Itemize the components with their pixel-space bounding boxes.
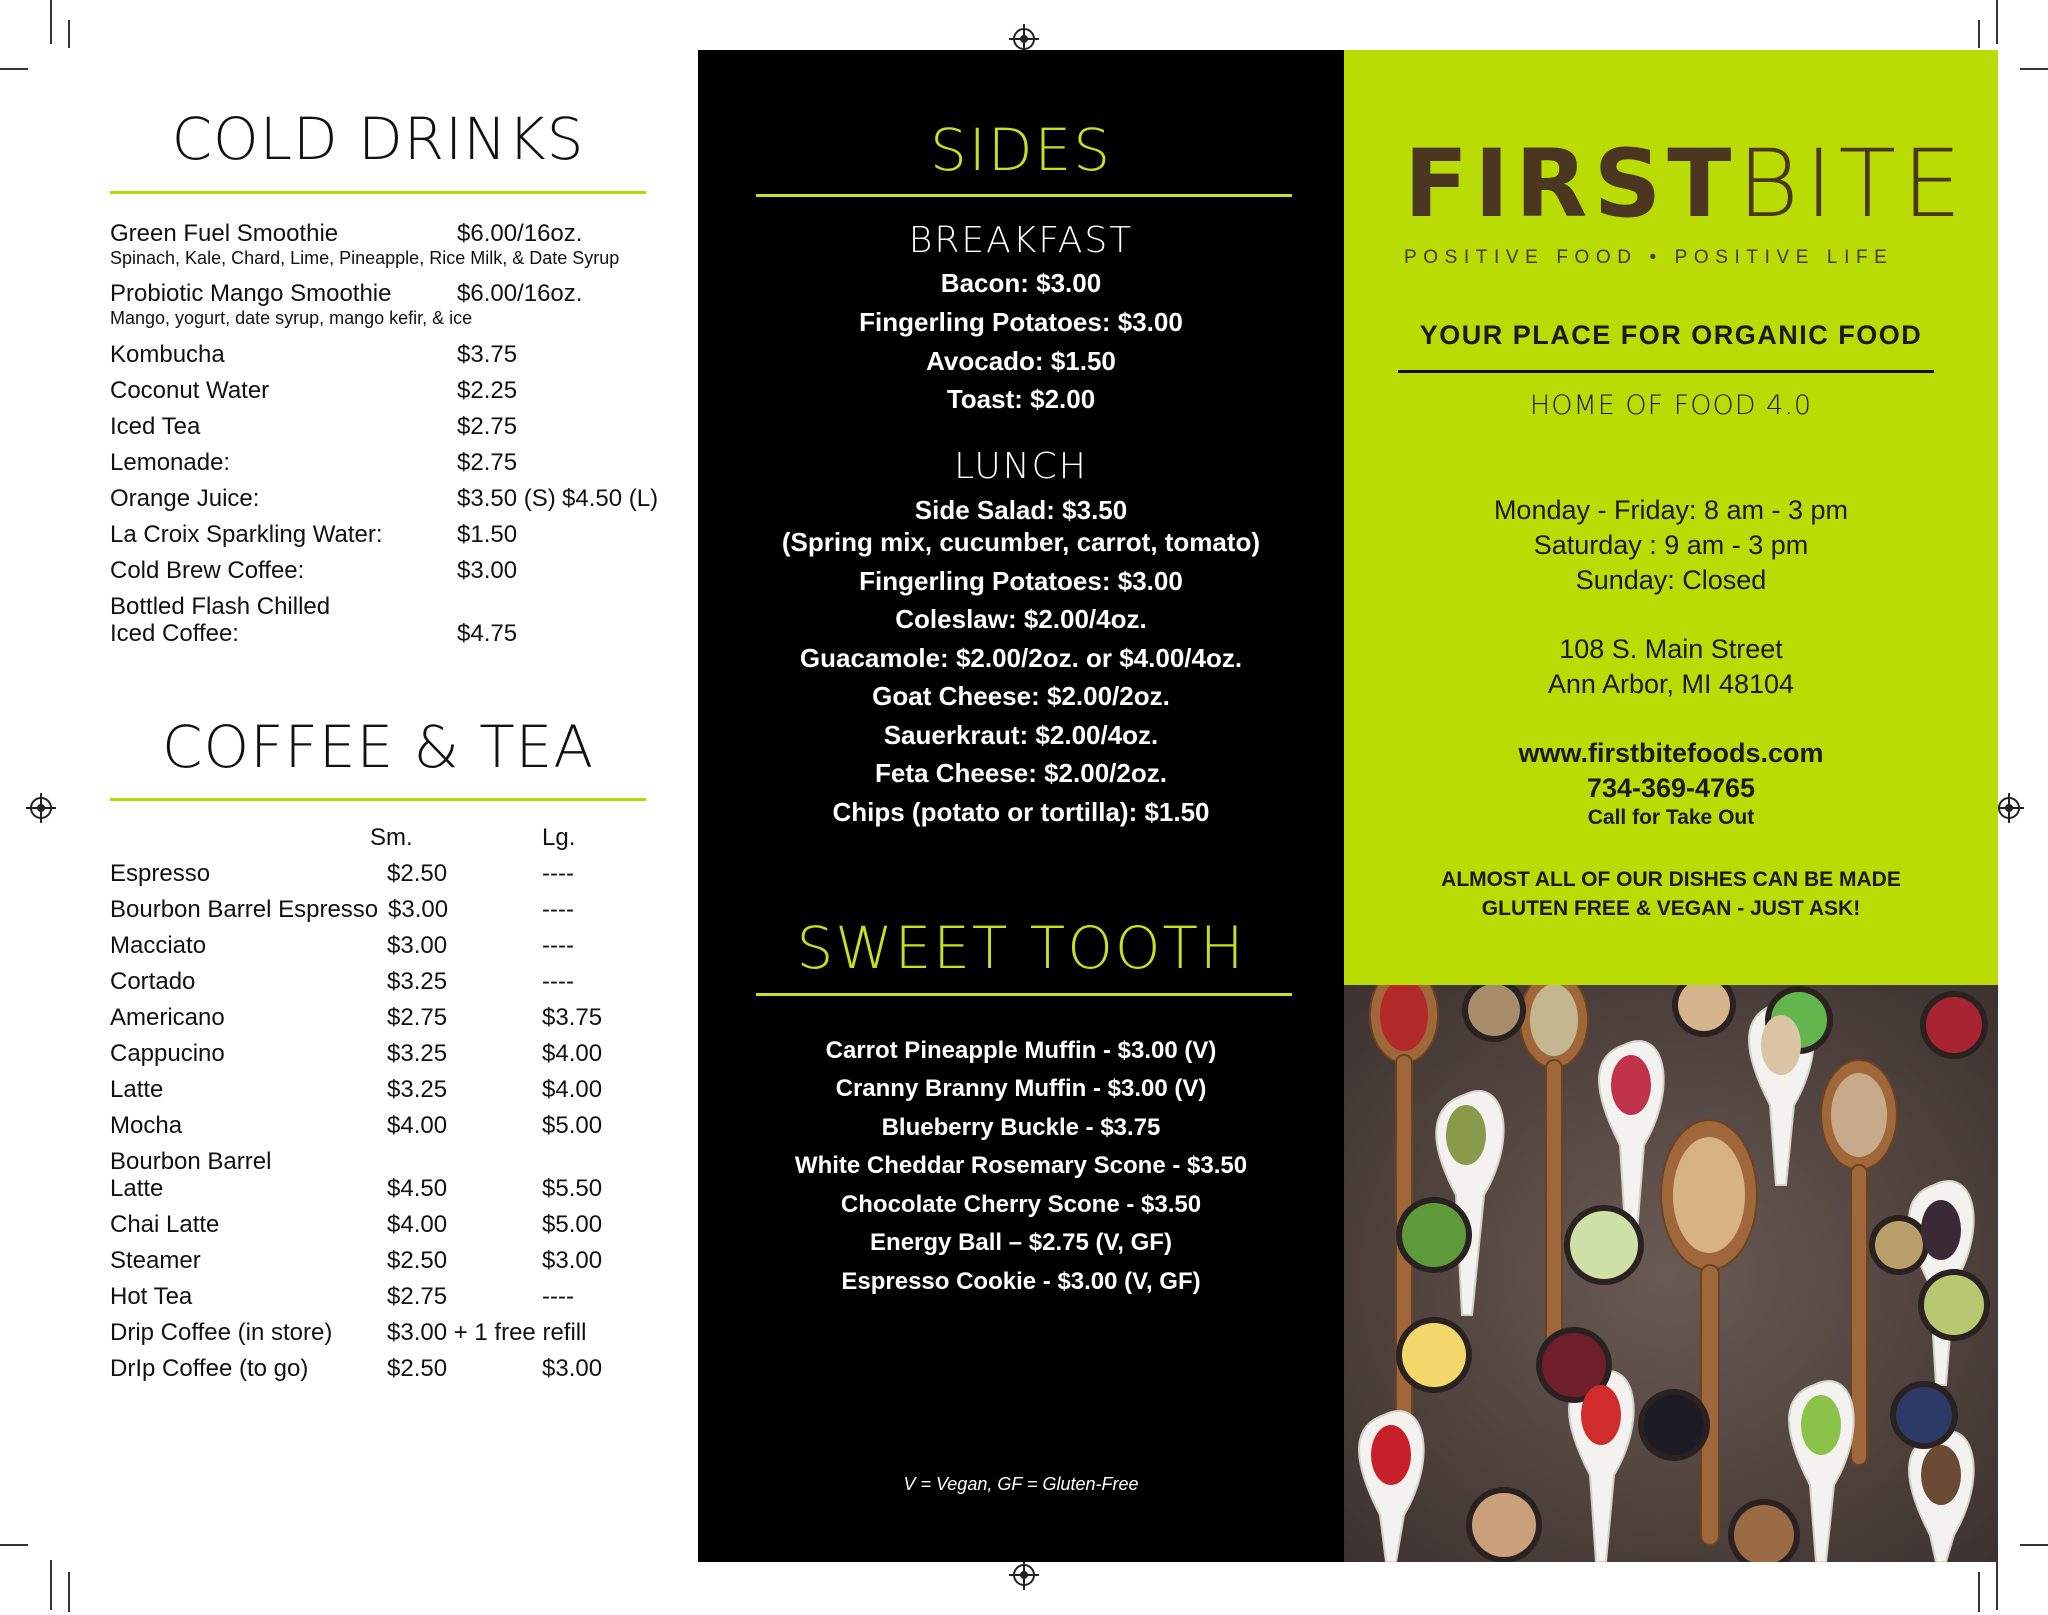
list-item: Espresso Cookie - $3.00 (V, GF): [841, 1268, 1201, 1295]
website-link[interactable]: www.firstbitefoods.com: [1518, 738, 1824, 768]
cold-drinks-rule: [110, 191, 646, 194]
sweet-tooth-title: SWEET TOOTH: [796, 914, 1246, 982]
list-item: Sauerkraut: $2.00/4oz.: [883, 720, 1159, 750]
dietary-note: GLUTEN FREE & VEGAN - JUST ASK!: [1481, 897, 1861, 920]
list-item: Chips (potato or tortilla): $1.50: [832, 797, 1210, 827]
crop-mark: [1996, 1560, 1998, 1610]
list-item: Energy Ball – $2.75 (V, GF): [870, 1229, 1172, 1256]
diet-legend: V = Vegan, GF = Gluten-Free: [903, 1474, 1139, 1494]
list-item: Fingerling Potatoes: $3.00: [859, 566, 1183, 596]
address-line: 108 S. Main Street: [1559, 634, 1783, 664]
left-panel: COLD DRINKS Green Fuel Smoothie $6.00/16oz. Spinach, Kale, Chard, Lime, Pineapple, Rice Milk, & Date Syrup Probiotic Mango Smoothie $6.00/16oz. Mango, yogurt, date syrup, mango kefir, & ice Kombucha $3.75 Coconut Water $2.25 Iced Tea $2.75 Lemonade: $2.75 Orange Juice: $3.50 (S) $4.50 (L) La Croix Sparkling Water: $1.50 Cold Brew Coffee: $3.00 Bottled Flash Chilled Iced Coffee: $4.75 COFFEE & TEA Sm. Lg. Espresso $2.50 ---- Bourbon Barrel Espresso $3.00 ---- Macciato $3.00 ---- Cortado $3.25 ---- Americano $2.75 $3.75 Cappucino $3.25 $4.00 Latte $3.25 $4.00 Mocha $4.00 $5.00 Bourbon Barrel Latte $4.50 $5.50 Chai Latte $4.00 $5.00 Steamer $2.50 $3.00 Hot Tea $2.75 ---- Drip Coffee (in store) $3.00 + 1 free refill DrIp Coffee (to go) $2.50 $3.00: [110, 105, 659, 1382]
brand-tagline: POSITIVE FOOD • POSITIVE LIFE: [1404, 247, 1894, 268]
crop-mark: [1978, 20, 1980, 48]
registration-mark: [1013, 28, 1035, 50]
address-line: Ann Arbor, MI 48104: [1547, 669, 1795, 699]
list-item: Guacamole: $2.00/2oz. or $4.00/4oz.: [799, 643, 1243, 673]
list-item: (Spring mix, cucumber, carrot, tomato): [781, 527, 1261, 557]
cold-drinks-title: COLD DRINKS: [171, 105, 585, 173]
list-item: Bacon: $3.00: [940, 268, 1102, 298]
crop-mark: [1996, 0, 1998, 44]
sides-rule: [756, 194, 1292, 197]
list-item: Feta Cheese: $2.00/2oz.: [875, 758, 1167, 788]
brand-logo: FIRSTBITE: [1404, 130, 1968, 239]
takeout-note: Call for Take Out: [1587, 806, 1755, 829]
superfood-spoons-image: [1344, 985, 1998, 1562]
list-item: Avocado: $1.50: [926, 346, 1116, 376]
list-item: Chocolate Cherry Scone - $3.50: [840, 1191, 1202, 1218]
sides-title: SIDES: [929, 116, 1113, 184]
coffee-tea-rule: [110, 798, 646, 801]
registration-mark: [1998, 797, 2020, 819]
subhead: HOME OF FOOD 4.0: [1529, 390, 1813, 421]
list-item: Coleslaw: $2.00/4oz.: [895, 604, 1147, 634]
phone-number[interactable]: 734-369-4765: [1586, 773, 1756, 803]
headline: YOUR PLACE FOR ORGANIC FOOD: [1419, 320, 1923, 350]
list-item: Carrot Pineapple Muffin - $3.00 (V): [825, 1037, 1217, 1064]
sweet-tooth-rule: [756, 993, 1292, 996]
list-item: Goat Cheese: $2.00/2oz.: [872, 681, 1170, 711]
registration-mark: [1013, 1564, 1035, 1586]
food-photo: [1344, 985, 1998, 1562]
headline-rule: [1398, 370, 1934, 373]
dietary-note: ALMOST ALL OF OUR DISHES CAN BE MADE: [1441, 868, 1901, 891]
coffee-tea-title: COFFEE & TEA: [161, 713, 595, 781]
crop-mark: [2020, 1544, 2048, 1546]
list-item: White Cheddar Rosemary Scone - $3.50: [794, 1152, 1248, 1179]
breakfast-title: BREAKFAST: [908, 220, 1134, 261]
list-item: Toast: $2.00: [946, 384, 1096, 414]
brand-panel: [1344, 50, 1998, 985]
list-item: Blueberry Buckle - $3.75: [881, 1114, 1161, 1141]
hours-line: Monday - Friday: 8 am - 3 pm: [1493, 495, 1849, 525]
lunch-title: LUNCH: [954, 446, 1088, 487]
crop-mark: [1978, 1572, 1980, 1612]
list-item: Side Salad: $3.50: [914, 495, 1128, 525]
list-item: Fingerling Potatoes: $3.00: [859, 307, 1183, 337]
sides-panel: [698, 50, 1344, 1562]
list-item: Cranny Branny Muffin - $3.00 (V): [835, 1075, 1207, 1102]
crop-mark: [2020, 68, 2048, 70]
hours-line: Sunday: Closed: [1575, 565, 1767, 595]
hours-line: Saturday : 9 am - 3 pm: [1533, 530, 1809, 560]
